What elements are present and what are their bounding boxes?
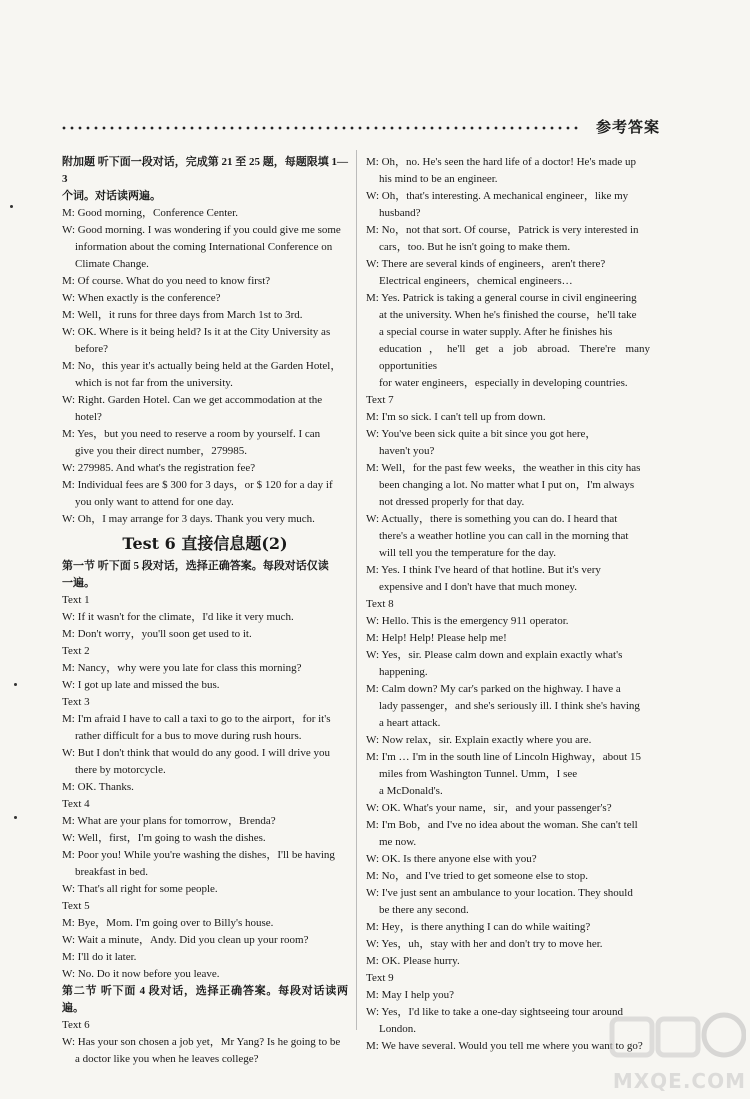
text-label: Text 9 [366, 972, 394, 984]
dialogue-line: before? [75, 343, 108, 355]
section-instruction: 个词。对话读两遍。 [62, 190, 161, 202]
dialogue-line: a doctor like you when he leaves college? [75, 1053, 259, 1065]
dialogue-line: W: There are several kinds of engineers，aren't there? [366, 258, 606, 270]
dialogue-line: give you their direct number，279985. [75, 445, 247, 457]
text-label: Text 1 [62, 594, 90, 606]
dialogue-line: M: I'm so sick. I can't tell up from down. [366, 411, 546, 423]
dialogue-line: M: We have several. Would you tell me where you want to go? [366, 1040, 643, 1052]
dialogue-line: lady passenger，and she's seriously ill. I think she's having [379, 700, 640, 712]
section-instruction: 一遍。 [62, 577, 95, 589]
dialogue-line: W: Has your son chosen a job yet，Mr Yang? Is he going to be [62, 1036, 341, 1048]
text-label: Text 4 [62, 798, 90, 810]
dialogue-line: a heart attack. [379, 717, 441, 729]
dialogue-line: M: Individual fees are $ 300 for 3 days，or $ 120 for a day if [62, 479, 333, 491]
dialogue-line: M: I'm Bob，and I've no idea about the woman. She can't tell [366, 819, 638, 831]
dialogue-line: W: Wait a minute，Andy. Did you clean up your room? [62, 934, 309, 946]
watermark-url: MXQE.COM [612, 1069, 746, 1093]
dialogue-line: W: I've just sent an ambulance to your location. They should [366, 887, 633, 899]
dialogue-line: me now. [379, 836, 417, 848]
dialogue-line: M: Well，it runs for three days from March 1st to 3rd. [62, 309, 303, 321]
dialogue-line: W: When exactly is the conference? [62, 292, 221, 304]
dialogue-line: you only want to attend for one day. [75, 496, 234, 508]
test-title: Test 6 直接信息题(2) [122, 534, 288, 553]
dialogue-line: W: You've been sick quite a bit since you got here， [366, 428, 597, 440]
watermark-logo-icon [606, 1009, 746, 1065]
dialogue-line: haven't you? [379, 445, 435, 457]
page-header [60, 112, 660, 142]
dialogue-line: Electrical engineers，chemical engineers… [379, 275, 573, 287]
dialogue-line: at the university. When he's finished the course，he'll take [379, 309, 637, 321]
dialogue-line: been changing a lot. No matter what I put on，I'm always [379, 479, 635, 491]
dialogue-line: W: OK. What's your name，sir，and your passenger's? [366, 802, 612, 814]
text-label: Text 3 [62, 696, 90, 708]
dialogue-line: a McDonald's. [379, 785, 443, 797]
dialogue-line: hotel? [75, 411, 102, 423]
dialogue-line: be there any second. [379, 904, 469, 916]
dialogue-line: W: I got up late and missed the bus. [62, 679, 220, 691]
left-column [62, 154, 348, 1068]
dialogue-line: education，he'll get a job abroad. There're many opportunities [379, 343, 650, 372]
dialogue-line: M: I'm … I'm in the south line of Lincoln Highway，about 15 [366, 751, 641, 763]
section-instruction: 附加题 听下面一段对话，完成第 21 至 25 题，每题限填 1—3 [62, 156, 348, 185]
margin-mark [14, 683, 17, 686]
dialogue-line: his mind to be an engineer. [379, 173, 498, 185]
dialogue-line: M: Bye，Mom. I'm going over to Billy's house. [62, 917, 274, 929]
dialogue-line: W: No. Do it now before you leave. [62, 968, 220, 980]
dialogue-line: M: Poor you! While you're washing the dishes，I'll be having [62, 849, 335, 861]
text-label: Text 2 [62, 645, 90, 657]
dialogue-line: M: I'm afraid I have to call a taxi to go to the airport，for it's [62, 713, 331, 725]
dialogue-line: M: Yes. Patrick is taking a general course in civil engineering [366, 292, 637, 304]
dialogue-line: rather difficult for a bus to move during rush hours. [75, 730, 302, 742]
dialogue-line: breakfast in bed. [75, 866, 148, 878]
dialogue-line: W: Oh，that's interesting. A mechanical engineer，like my [366, 190, 629, 202]
dialogue-line: M: No，this year it's actually being held at the Garden Hotel， [62, 360, 342, 372]
dialogue-line: a special course in water supply. After he finishes his [379, 326, 613, 338]
dialogue-line: M: Hey，is there anything I can do while waiting? [366, 921, 591, 933]
dialogue-line: which is not far from the university. [75, 377, 233, 389]
dialogue-line: miles from Washington Tunnel. Umm，I see [379, 768, 578, 780]
dialogue-line: Climate Change. [75, 258, 149, 270]
dialogue-line: M: Well，for the past few weeks，the weather in this city has [366, 462, 641, 474]
margin-mark [14, 816, 17, 819]
dialogue-line: M: Nancy，why were you late for class this morning? [62, 662, 302, 674]
section-instruction: 第一节 听下面 5 段对话，选择正确答案。每段对话仅读 [62, 560, 329, 572]
dialogue-line: information about the coming International Conference on [75, 241, 333, 253]
text-label: Text 8 [366, 598, 394, 610]
dialogue-line: W: Actually，there is something you can do. I heard that [366, 513, 618, 525]
dialogue-line: M: What are your plans for tomorrow，Brenda? [62, 815, 276, 827]
watermark [606, 1009, 746, 1093]
dialogue-line: husband? [379, 207, 421, 219]
dialogue-line: W: Good morning. I was wondering if you could give me some [62, 224, 341, 236]
dialogue-line: W: Yes，uh，stay with her and don't try to move her. [366, 938, 603, 950]
dialogue-line: will tell you the temperature for the day. [379, 547, 557, 559]
dialogue-line: not dressed properly for that day. [379, 496, 525, 508]
dialogue-line: M: No，and I've tried to get someone else to stop. [366, 870, 588, 882]
dotted-rule [60, 126, 580, 130]
dialogue-line: M: Calm down? My car's parked on the highway. I have a [366, 683, 621, 695]
dialogue-line: W: 279985. And what's the registration fee? [62, 462, 256, 474]
column-divider [356, 150, 357, 1030]
dialogue-line: W: OK. Is there anyone else with you? [366, 853, 537, 865]
dialogue-line: cars，too. But he isn't going to make them. [379, 241, 571, 253]
dialogue-line: M: OK. Thanks. [62, 781, 134, 793]
dialogue-line: there by motorcycle. [75, 764, 166, 776]
text-label: Text 5 [62, 900, 90, 912]
dialogue-line: expensive and I don't have that much money. [379, 581, 577, 593]
dialogue-line: M: Good morning，Conference Center. [62, 207, 238, 219]
dialogue-line: W: But I don't think that would do any good. I will drive you [62, 747, 330, 759]
right-column [366, 154, 650, 1055]
dialogue-line: London. [379, 1023, 416, 1035]
dialogue-line: W: OK. Where is it being held? Is it at the City University as [62, 326, 331, 338]
dialogue-line: M: Yes. I think I've heard of that hotline. But it's very [366, 564, 601, 576]
dialogue-line: M: Don't worry，you'll soon get used to it. [62, 628, 252, 640]
dialogue-line: M: Of course. What do you need to know first? [62, 275, 271, 287]
dialogue-line: M: Oh，no. He's seen the hard life of a doctor! He's made up [366, 156, 637, 168]
dialogue-line: there's a weather hotline you can call in the morning that [379, 530, 629, 542]
dialogue-line: happening. [379, 666, 428, 678]
dialogue-line: M: Yes，but you need to reserve a room by yourself. I can [62, 428, 321, 440]
margin-mark [10, 205, 13, 208]
dialogue-line: W: If it wasn't for the climate，I'd like it very much. [62, 611, 294, 623]
dialogue-line: M: No，not that sort. Of course，Patrick is very interested in [366, 224, 639, 236]
dialogue-line: W: Well，first，I'm going to wash the dishes. [62, 832, 266, 844]
header-title: 参考答案 [595, 118, 660, 136]
dialogue-line: W: Yes，sir. Please calm down and explain exactly what's [366, 649, 623, 661]
dialogue-line: M: Help! Help! Please help me! [366, 632, 507, 644]
dialogue-line: W: Yes，I'd like to take a one-day sightseeing tour around [366, 1006, 623, 1018]
dialogue-line: W: Oh，I may arrange for 3 days. Thank you very much. [62, 513, 315, 525]
dialogue-line: M: OK. Please hurry. [366, 955, 460, 967]
dialogue-line: M: May I help you? [366, 989, 454, 1001]
text-label: Text 7 [366, 394, 394, 406]
dialogue-line: M: I'll do it later. [62, 951, 137, 963]
dialogue-line: W: Right. Garden Hotel. Can we get accommodation at the [62, 394, 323, 406]
dialogue-line: W: Hello. This is the emergency 911 operator. [366, 615, 569, 627]
dialogue-line: W: Now relax，sir. Explain exactly where you are. [366, 734, 592, 746]
dialogue-line: W: That's all right for some people. [62, 883, 218, 895]
section-instruction: 第二节 听下面 4 段对话，选择正确答案。每段对话读两遍。 [62, 985, 348, 1014]
dialogue-line: for water engineers，especially in developing countries. [379, 377, 628, 389]
text-label: Text 6 [62, 1019, 90, 1031]
